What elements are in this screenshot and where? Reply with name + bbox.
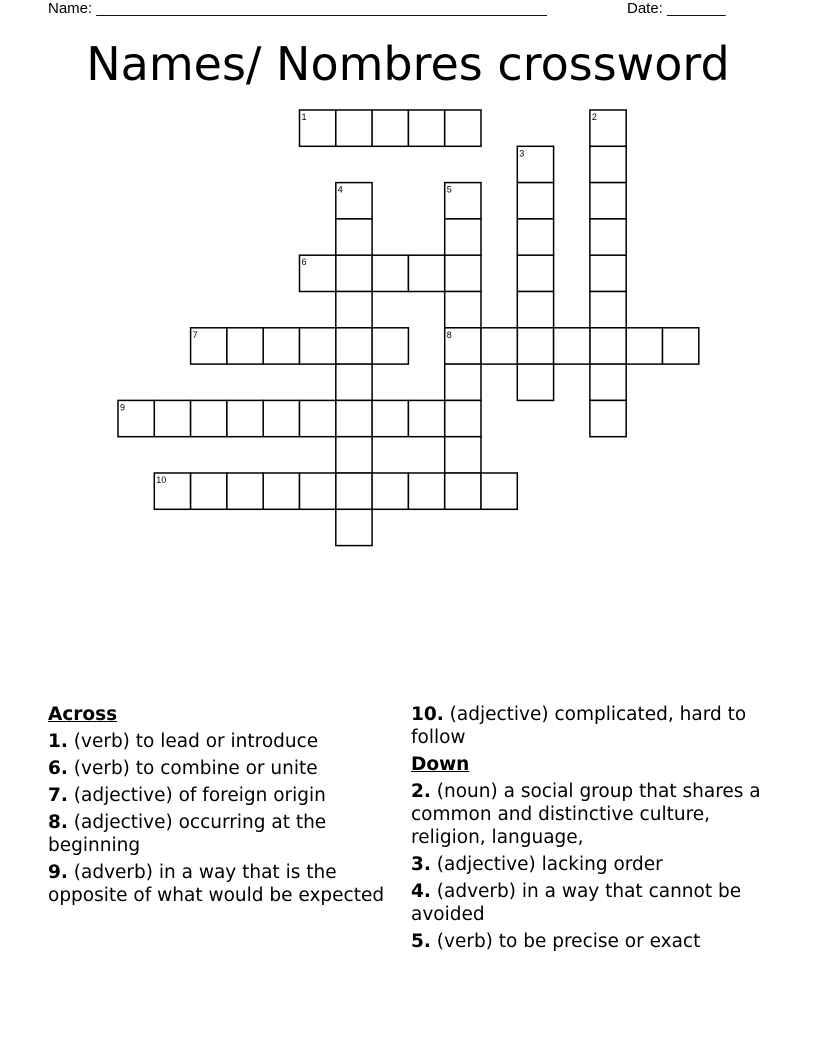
clue-number: 7. (48, 785, 68, 806)
grid-cell[interactable] (191, 473, 227, 509)
date-blank[interactable]: _______ (667, 0, 726, 17)
grid-cell[interactable] (590, 292, 626, 328)
grid-cell[interactable] (590, 400, 626, 436)
grid-cell[interactable] (517, 364, 553, 400)
grid-cell[interactable] (336, 473, 372, 509)
clue-across-6 (48, 757, 388, 780)
clue-across-1 (48, 730, 388, 753)
clues-column-right (411, 703, 771, 957)
grid-cell[interactable] (445, 400, 481, 436)
grid-cell[interactable] (408, 473, 444, 509)
grid-cell[interactable] (517, 219, 553, 255)
clue-text: (verb) to combine or unite (67, 758, 318, 779)
grid-cell[interactable] (408, 255, 444, 291)
grid-cell[interactable] (227, 400, 263, 436)
clue-number: 8. (48, 812, 68, 833)
grid-cell[interactable] (663, 328, 699, 364)
grid-cell[interactable] (263, 400, 299, 436)
grid-cell[interactable] (590, 146, 626, 182)
grid-cell[interactable] (481, 328, 517, 364)
grid-cell[interactable] (372, 255, 408, 291)
cell-number: 10 (156, 475, 167, 485)
cell-number: 2 (591, 112, 597, 122)
grid-cell[interactable] (336, 110, 372, 146)
grid-cell[interactable] (300, 473, 336, 509)
cell-number: 3 (519, 148, 525, 159)
grid-cell[interactable] (590, 328, 626, 364)
grid-cell[interactable] (445, 292, 481, 328)
clue-text: (verb) to be precise or exact (430, 931, 701, 952)
clue-text: (adjective) lacking order (430, 854, 663, 875)
grid-cell[interactable] (445, 437, 481, 473)
clue-number: 4. (411, 881, 431, 902)
clue-down-5 (411, 930, 771, 953)
grid-cell[interactable] (372, 473, 408, 509)
cell-number: 5 (446, 184, 452, 195)
grid-cell[interactable] (481, 473, 517, 509)
grid-cell[interactable] (445, 219, 481, 255)
grid-cell[interactable] (590, 183, 626, 219)
grid-cell[interactable] (517, 255, 553, 291)
cell-number: 9 (120, 402, 126, 413)
clue-text: (adverb) in a way that is the opposite of what would be expected (48, 862, 385, 906)
grid-cell[interactable] (445, 255, 481, 291)
grid-cell[interactable] (517, 328, 553, 364)
clue-text: (adjective) complicated, hard to follow (411, 704, 747, 748)
grid-cell[interactable] (408, 400, 444, 436)
grid-cell[interactable] (554, 328, 590, 364)
clue-number: 6. (48, 758, 68, 779)
grid-cell[interactable] (336, 292, 372, 328)
clue-number: 10. (411, 704, 444, 725)
grid-cell[interactable] (626, 328, 662, 364)
grid-cell[interactable] (445, 473, 481, 509)
clue-number: 9. (48, 862, 68, 883)
grid-cell[interactable] (227, 328, 263, 364)
clue-number: 3. (411, 854, 431, 875)
clue-text: (noun) a social group that shares a common and distinctive culture, religion, language, (411, 781, 761, 848)
clue-across-8 (48, 811, 388, 857)
clue-text: (adjective) of foreign origin (67, 785, 326, 806)
grid-cell[interactable] (336, 328, 372, 364)
grid-cell[interactable] (336, 400, 372, 436)
cell-number: 1 (301, 112, 307, 122)
clue-text: (adverb) in a way that cannot be avoided (411, 881, 742, 925)
grid-cell[interactable] (191, 400, 227, 436)
name-label: Name: (48, 0, 93, 17)
grid-cell[interactable] (300, 400, 336, 436)
clues-column-left (48, 703, 388, 911)
grid-cell[interactable] (263, 328, 299, 364)
grid-cell[interactable] (300, 328, 336, 364)
grid-cell[interactable] (336, 364, 372, 400)
across-heading: Across (48, 704, 118, 725)
clue-across-10 (411, 703, 771, 749)
clue-down-3 (411, 853, 771, 876)
grid-cell[interactable] (336, 255, 372, 291)
date-label: Date: (627, 0, 663, 17)
grid-cell[interactable] (227, 473, 263, 509)
grid-cell[interactable] (263, 473, 299, 509)
cell-number: 7 (192, 329, 198, 340)
grid-cell[interactable] (445, 110, 481, 146)
clue-across-7 (48, 784, 388, 807)
clue-number: 2. (411, 781, 431, 802)
grid-cell[interactable] (408, 110, 444, 146)
grid-cell[interactable] (445, 364, 481, 400)
name-blank[interactable]: ______________________________________________________ (96, 0, 547, 17)
cell-number: 6 (301, 257, 307, 268)
grid-cell[interactable] (372, 400, 408, 436)
clue-text: (verb) to lead or introduce (67, 731, 319, 752)
clue-down-4 (411, 880, 771, 926)
grid-cell[interactable] (154, 400, 190, 436)
grid-cell[interactable] (336, 219, 372, 255)
grid-cell[interactable] (590, 255, 626, 291)
down-heading: Down (411, 754, 470, 775)
clue-across-9 (48, 861, 388, 907)
grid-cell[interactable] (372, 328, 408, 364)
cell-number: 4 (337, 184, 343, 195)
clue-text: (adjective) occurring at the beginning (48, 812, 327, 856)
clue-number: 5. (411, 931, 431, 952)
page-title: Names/ Nombres crossword (86, 37, 730, 91)
grid-cell[interactable] (336, 437, 372, 473)
clue-number: 1. (48, 731, 68, 752)
grid-cell[interactable] (517, 292, 553, 328)
grid-cell[interactable] (336, 509, 372, 545)
grid-cell[interactable] (590, 364, 626, 400)
grid-cell[interactable] (517, 183, 553, 219)
cell-number: 8 (446, 329, 452, 340)
grid-cell[interactable] (372, 110, 408, 146)
grid-cell[interactable] (590, 219, 626, 255)
clue-down-2 (411, 780, 771, 849)
